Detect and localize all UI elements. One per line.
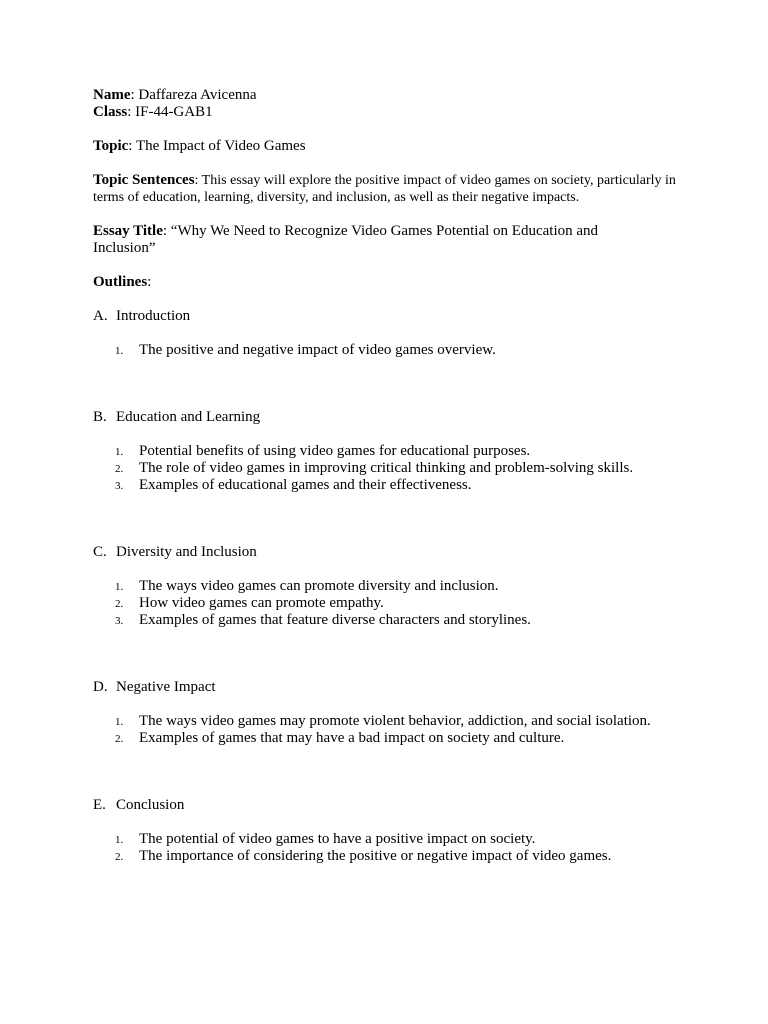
- outline-section-a: [93, 308, 693, 359]
- name-value: : Daffareza Avicenna: [130, 87, 257, 103]
- list-item: [93, 595, 693, 612]
- item-text: Examples of educational games and their effectiveness.: [139, 477, 472, 493]
- section-items: [93, 342, 693, 359]
- section-title: Conclusion: [116, 797, 185, 813]
- item-number: 2.: [115, 598, 124, 610]
- item-number: 1.: [115, 834, 124, 846]
- item-text: Examples of games that feature diverse characters and storylines.: [139, 612, 531, 628]
- item-text: The importance of considering the positive or negative impact of video games.: [139, 848, 612, 864]
- topic-sentences-paragraph: [93, 172, 693, 206]
- section-letter: A.: [93, 308, 108, 324]
- section-title: Negative Impact: [116, 679, 216, 695]
- section-letter: B.: [93, 409, 107, 425]
- outlines-colon: :: [147, 274, 152, 290]
- item-text: Examples of games that may have a bad impact on society and culture.: [139, 730, 565, 746]
- outlines-heading: [93, 274, 693, 291]
- section-heading: [93, 679, 693, 696]
- section-items: [93, 443, 693, 494]
- name-label: Name: [93, 87, 131, 103]
- class-value: : IF-44-GAB1: [127, 104, 213, 120]
- section-items: [93, 831, 693, 865]
- topic-sentences-label: Topic Sentences: [93, 172, 195, 188]
- outline-section-d: [93, 679, 693, 747]
- essay-title-value: : “Why We Need to Recognize Video Games Potential on Education and Inclusion”: [93, 223, 599, 256]
- list-item: [93, 477, 693, 494]
- section-heading: [93, 797, 693, 814]
- topic-sentences-value: : This essay will explore the positive impact of video games on society, particularly in terms of education, learning, diversity, and inclusion, as well as their negative impacts.: [93, 173, 676, 205]
- item-number: 1.: [115, 345, 124, 357]
- class-line: [93, 104, 693, 121]
- item-number: 2.: [115, 463, 124, 475]
- item-number: 1.: [115, 716, 124, 728]
- list-item: [93, 578, 693, 595]
- outline-section-c: [93, 544, 693, 629]
- item-number: 3.: [115, 480, 124, 492]
- section-heading: [93, 544, 693, 561]
- item-text: The role of video games in improving critical thinking and problem-solving skills.: [139, 460, 634, 476]
- outlines-label: Outlines: [93, 274, 148, 290]
- list-item: [93, 730, 693, 747]
- item-text: The potential of video games to have a positive impact on society.: [139, 831, 536, 847]
- section-items: [93, 713, 693, 747]
- item-text: Potential benefits of using video games for educational purposes.: [139, 443, 531, 459]
- section-items: [93, 578, 693, 629]
- item-text: The positive and negative impact of video games overview.: [139, 342, 496, 358]
- list-item: [93, 460, 693, 477]
- section-heading: [93, 409, 693, 426]
- outline-section-b: [93, 409, 693, 494]
- section-letter: D.: [93, 679, 108, 695]
- essay-title-label: Essay Title: [93, 223, 163, 239]
- list-item: [93, 848, 693, 865]
- item-number: 2.: [115, 733, 124, 745]
- item-number: 1.: [115, 581, 124, 593]
- topic-value: : The Impact of Video Games: [128, 138, 306, 154]
- topic-line: [93, 138, 693, 155]
- item-number: 2.: [115, 851, 124, 863]
- list-item: [93, 612, 693, 629]
- outline-section-e: [93, 797, 693, 865]
- section-letter: C.: [93, 544, 107, 560]
- list-item: [93, 831, 693, 848]
- list-item: [93, 443, 693, 460]
- item-number: 3.: [115, 615, 124, 627]
- class-label: Class: [93, 104, 128, 120]
- item-text: The ways video games can promote diversity and inclusion.: [139, 578, 499, 594]
- section-title: Education and Learning: [116, 409, 261, 425]
- section-title: Diversity and Inclusion: [116, 544, 257, 560]
- list-item: [93, 342, 693, 359]
- section-title: Introduction: [116, 308, 191, 324]
- topic-label: Topic: [93, 138, 129, 154]
- section-heading: [93, 308, 693, 325]
- name-line: [93, 87, 693, 104]
- essay-title-paragraph: [93, 223, 653, 257]
- item-text: The ways video games may promote violent behavior, addiction, and social isolation.: [139, 713, 651, 729]
- list-item: [93, 713, 693, 730]
- document-page: [93, 87, 693, 865]
- item-number: 1.: [115, 446, 124, 458]
- item-text: How video games can promote empathy.: [139, 595, 384, 611]
- section-letter: E.: [93, 797, 106, 813]
